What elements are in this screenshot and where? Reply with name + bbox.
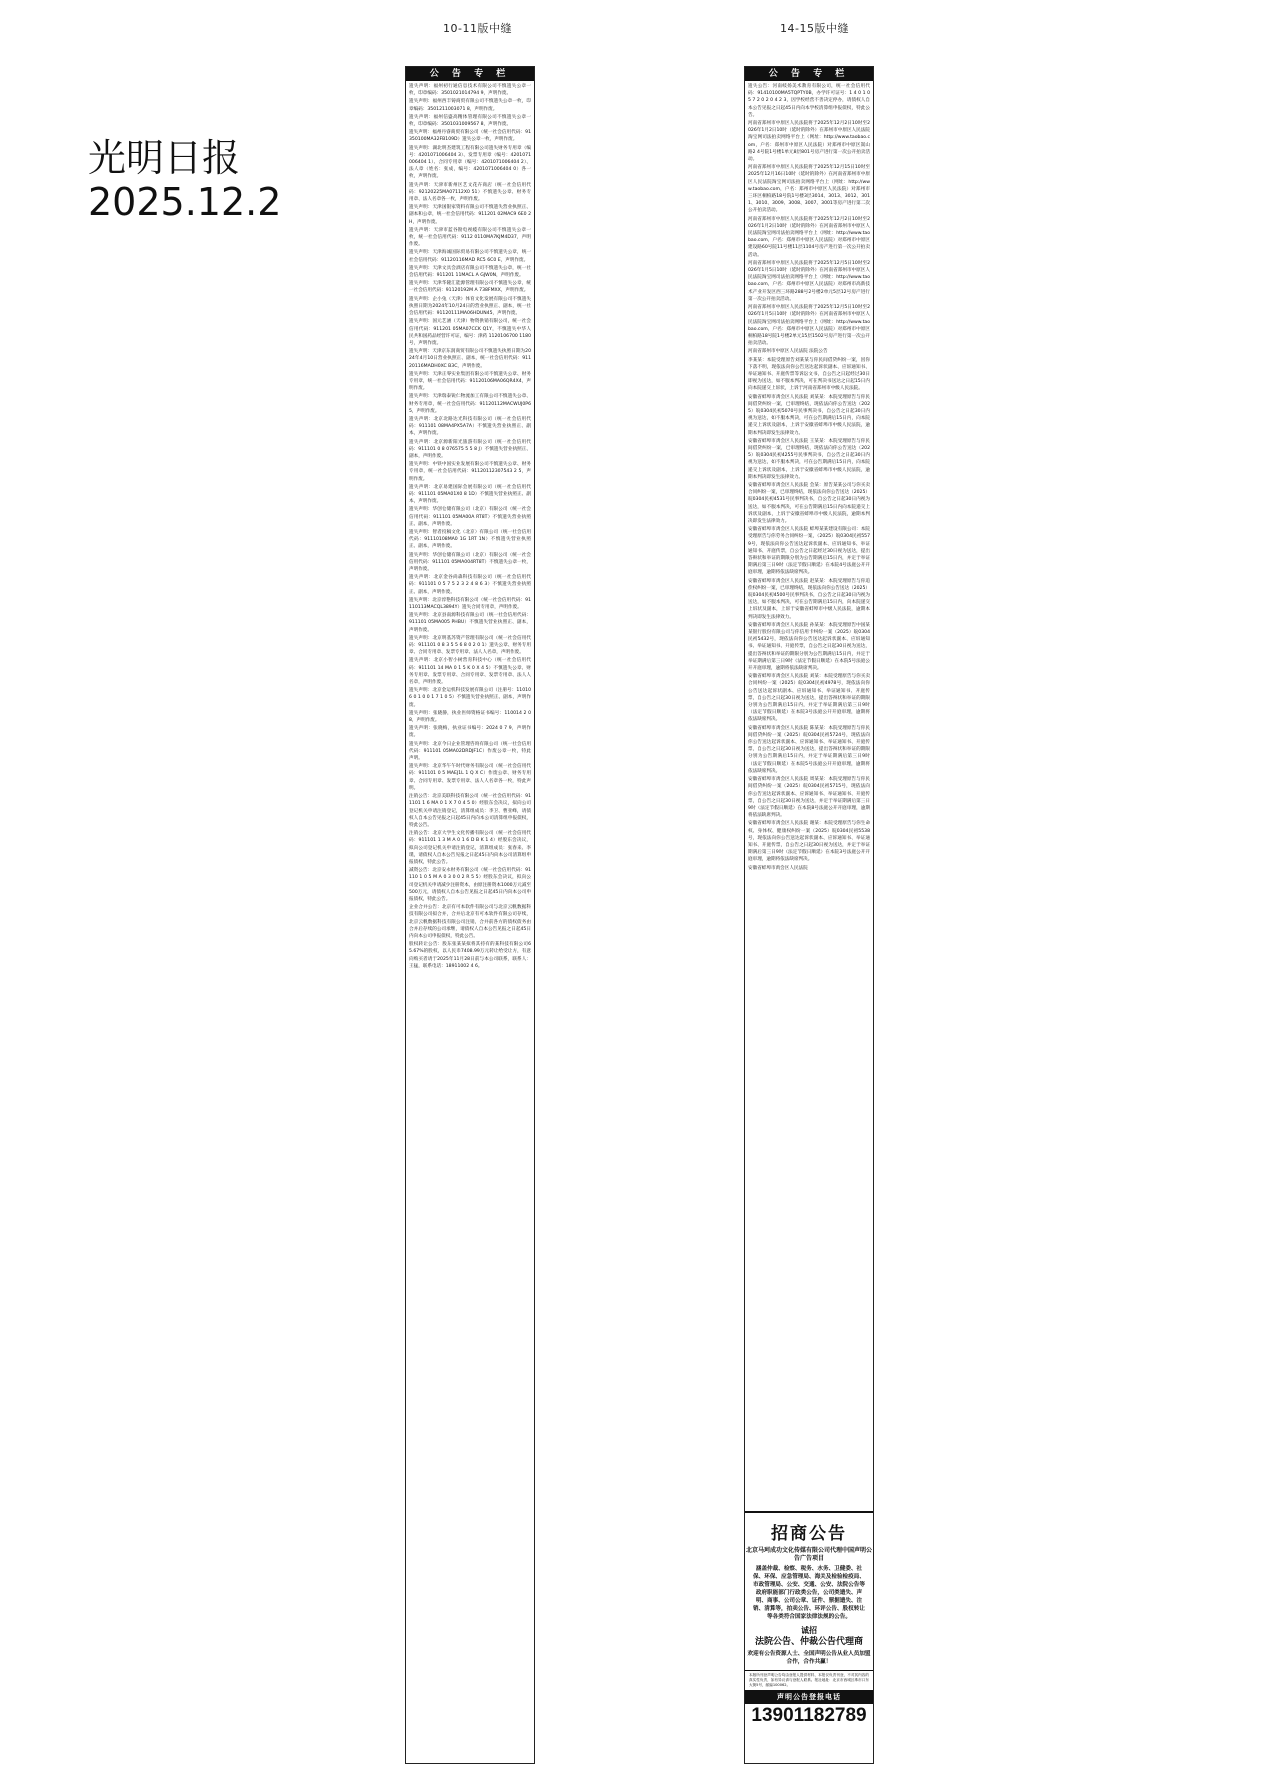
notice-item: 遗失声明：北京易建国际会展有限公司（统一社会信用代码：911101 05MA01X0 8 1D）不慎遗失营业执照正、副本，声明作废。 bbox=[409, 484, 531, 505]
notice-item: 遗失声明：北京淳艳科技有限公司（统一社会信用代码：91110113MACQL3894Y）遗失合同专用章，声明作废。 bbox=[409, 597, 531, 611]
ad-agent-label: 法院公告、仲裁公告代理商 bbox=[754, 1637, 863, 1647]
notice-item: 遗失声明：福州初行通信息技术有限公司不慎遗失公章一枚，印章编码：3501021014794 9，声明作废。 bbox=[409, 84, 531, 97]
notice-item: 遗失声明：北京金谷尚森科技有限公司（统一社会信用代码：911101 0 5 7 5 2 3 2 4 8 6 3）不慎遗失营业执照正、副本，声明作废。 bbox=[409, 575, 531, 595]
notice-item: 遗失声明：华创仓储有限公司（北京）有限公司（统一社会信用代码：911101 05MA004RT8T）不慎遗失公章一枚，声明作废。 bbox=[409, 552, 531, 572]
notice-item: 安徽省蚌埠市禹会区人民法院 周某某：本院受理原告与你民间借贷纠纷一案（2025）皖0304民初5715号，现依法向你公告送达起诉状副本、应诉通知书、举证通知书、开庭传票，自公告之日起30日视为送达，并定于举证期满后第三日9时（法定节假日顺延）在本院8号法庭公开开庭审理，逾期将依法缺席判决。 bbox=[748, 777, 870, 819]
notice-item: 遗失声明：北京源新阳光旅游有限公司（统一社会信用代码：911101 0 8 076575 5 5 8 J）不慎遗失营业执照正、副本，声明作废。 bbox=[409, 439, 531, 459]
notice-item: 安徽省蚌埠市禹会区人民法院 孙某某：本院受理原告中国某某银行股份有限公司与你信用卡纠纷一案（2025）皖0304民初5432号，现依法向你公告送达起诉状副本、应诉通知书、举证通知书、开庭传票，自公告之日起30日视为送达，提出答辩状和举证的期限分别为公告期满后15日内，并定于举证期满后第三日9时（法定节假日顺延）在本院5号法庭公开开庭审理，逾期将依法缺席判决。 bbox=[748, 622, 870, 672]
page-caption-right: 14-15版中缝 bbox=[780, 22, 849, 35]
notice-item: 李某某：本院受理原告刘某某与你民间借贷纠纷一案，因你下落不明，现依法向你公告送达起诉状副本、应诉通知书、举证通知书、开庭传票等诉讼文书，自公告之日起经过30日即视为送达，如不服本判决，可在判决书送达之日起15日内向本院递交上诉状，上诉于河南省郑州市中级人民法院。 bbox=[748, 357, 870, 392]
notice-item: 安徽省蚌埠市禹会区人民法院 刘某某：本院受理原告与你民间借贷纠纷一案，已审理终结，现依法向你公告送达（2025）皖0304民初5070号民事判决书，自公告之日起30日内视为送达，如不服本判决，可在公告期满后15日内，向本院递交上诉状及副本，上诉于安徽省蚌埠市中级人民法院，逾期本判决即发生法律效力。 bbox=[748, 394, 870, 436]
notice-item: 遗失声明：福州信盛高精体管理有限公司不慎遗失公章一枚，印章编码：3501031009567 8，声明作废。 bbox=[409, 114, 531, 128]
notice-item: 遗失声明：华创仓储有限公司（北京）有限公司（统一社会信用代码：911101 05MA00A RT8T）不慎遗失营业执照正、副本，声明作废。 bbox=[409, 507, 531, 527]
notice-item: 遗失声明：湖北明杰建筑工程有限公司遗失财务专用章（编号：4201071006404 3）、发票专用章（编号：4201071006404 1）、合同专用章（编号：4201071006404 2）、法人章（姓名：张成，编号：4201071006404 0）各一枚，声明作废。 bbox=[409, 145, 531, 180]
notice-item: 遗失公告：河南岐扬美术教育有限公司，统一社会信用代码：91410100MA5TQPTY0B，办学许可证号：1 4 0 1 0 5 7 2 0 2 0 4 2 3，因学校经营不善决定停办，请债权人自本公告见报之日起45日内向本学校清算组申报债权，特此公告。 bbox=[748, 84, 870, 118]
notice-column-right bbox=[744, 66, 874, 1764]
column-title: 公 告 专 栏 bbox=[745, 67, 873, 81]
notice-item: 减资公告：北京安永财务有限公司（统一社会信用代码：91110 1 0 5 M A 0 3 0 0 2 R 5 5）经股东会决议，拟向公司登记机关申请减少注册资本，由原注册资本1000万元减至500万元，请债权人自本公告见报之日起45日内向本公司申报债权，特此公告。 bbox=[409, 868, 531, 902]
notice-item: 遗失声明：福州西丰铸商贸有限公司不慎遗失公章一枚，印章编码：3501211003071 8，声明作废。 bbox=[409, 99, 531, 112]
notice-item: 遗失声明：北京今日企业管理咨询有限公司（统一社会信用代码：911101 05MA02DRDJF1C）作废公章一枚，特此声明。 bbox=[409, 741, 531, 762]
notice-item: 遗失声明：中铁中国实业发展有限公司不慎遗失公章、财务专用章，统一社会信用代码：91120112307543 2 5，声明作废。 bbox=[409, 462, 531, 482]
notice-item: 股权转让公告：股东张某某拟将其持有的某科技有限公司65.67%的股权，以人民币7408.99万元转让给受让方，有意向购买者请于2025年11月28日前与本公司联系，联系人：王猛，联系电话：18911002 4 6。 bbox=[409, 942, 531, 969]
notice-item: 安徽省蚌埠市禹会区人民法院 蚌埠某某建设有限公司：本院受理原告与你劳务合同纠纷一案，（2025）皖0304民初5579号，现依法向你公告送达起诉状副本、应诉通知书、举证通知书、开庭传票，自公告之日起经过30日视为送达，提出答辩状和举证的期限分别为公告期满后15日内，并定于举证期满后第三日9时（法定节假日顺延）在本院4号法庭公开开庭审理，逾期将依法缺席判决。 bbox=[748, 527, 870, 576]
newspaper-name: 光明日报 bbox=[88, 136, 241, 180]
notice-item: 河南省郑州市中原区人民法院将于2025年12月5日10时至2026年1月5日10时（延时的除外）在河南省郑州市中原区人民法院淘宝网司法拍卖网络平台上（网址：http://www.taobao.com，户名：郑州市中原区人民法院）对郑州市高新技术产业开发区西三环路288号2号楼2单元5层12号房产进行第一次公开拍卖活动。 bbox=[748, 260, 870, 302]
notice-item: 遗失声明：北京华午午时代财务有限公司（统一社会信用代码：911101 0 5 MAEJ1L 1 Q X C）作废公章、财务专用章、合同专用章、发票专用章、法人人名章各一枚，特此声明。 bbox=[409, 764, 531, 791]
notice-item: 遗失声明：天津京东润商贸有限公司不慎遗失执照日期为2024年4月10日营业执照正、副本，统一社会信用代码：91120116MADH0XC B3C，声明作废。 bbox=[409, 349, 531, 369]
notice-item: 企业合并公告：北京有可本软件有限公司与北京云帆数据科技有限公司拟合并，合并后北京有可本软件有限公司存续，北京云帆数据科技有限公司注销，合并前各方的债权债务由合并后存续的公司承继，请债权人自本公告见报之日起45日内向本公司申报债权，特此公告。 bbox=[409, 905, 531, 939]
notice-item: 河南省郑州市中原区人民法院将于2025年12月2日10时至2026年1月2日10时（延时的除外）在郑州市中原区人民法院淘宝网司法拍卖网络平台上（网址：http://www.taobao.com，户名：郑州市中原区人民法院）对郑州市中原区嵩山路2 4号院1号楼1单元8层801号房产进行第一次公开拍卖活动。 bbox=[748, 121, 870, 163]
notice-item: 遗失声明：天津正零实业集团有限公司不慎遗失公章、财务专用章，统一社会信用代码：91120106MA06QR4X4，声明作废。 bbox=[409, 371, 531, 392]
notice-item: 遗失声明：福州丹睿商贸有限公司（统一社会信用代码：91350100MA32FB109D）遗失公章一枚，声明作废。 bbox=[409, 130, 531, 143]
recruitment-ad bbox=[745, 1511, 873, 1763]
notice-item: 遗失声明：张晓梅，执业证书编号：2024 0 7 9，声明作废。 bbox=[409, 726, 531, 739]
notice-item: 遗失声明：天津市蓝谷勘电视缆有限公司不慎遗失公章一枚，统一社会信用代码：9112 0110MA7KJM4D37，声明作废。 bbox=[409, 227, 531, 248]
notice-item: 遗失声明：张晓静，执业医师资格证书编号：110014 2 0 8，声明作废。 bbox=[409, 710, 531, 724]
notice-item: 河南省郑州市中原区人民法院 法院公告 bbox=[748, 349, 828, 355]
notice-item: 安徽省蚌埠市禹会区人民法院 赵某某：本院受理原告与你追偿权纠纷一案，已审理终结，现依法向你公告送达（2025）皖0304民初4500号民事判决书，自公告之日起30日内视为送达，如不服本判决，可在公告期满后15日内，向本院递交上诉状及副本，上诉于安徽省蚌埠市中级人民法院，逾期本判决即发生法律效力。 bbox=[748, 578, 870, 620]
notice-item: 安徽省蚌埠市禹会区人民法院 bbox=[748, 865, 808, 871]
ad-sponsor: 北京马珂成功文化传媒有限公司代理中国声明公告广告项目 bbox=[745, 1547, 872, 1562]
notice-item: 遗失声明：北京明基苏资产管理有限公司（统一社会信用代码：911101 0 8 3 5 5 6 8 0 2 0 1）遗失公章、财务专用章、合同专用章、发票专用章、法人人名章，声明作废。 bbox=[409, 635, 531, 656]
ad-title: 招商公告 bbox=[771, 1524, 847, 1544]
page-caption-left: 10-11版中缝 bbox=[443, 22, 512, 35]
ad-welcome-text: 欢迎有公告资源人士、全国声明公告从业人员加盟合作，合作共赢！ bbox=[747, 1651, 871, 1665]
notice-item: 安徽省蚌埠市禹会区人民法院 王某某：本院受理原告与你民间借贷纠纷一案，已审理终结，现依法向你公告送达（2025）皖0304民初4255号民事判决书，自公告之日起30日内视为送达，如不服本判决，可在公告期满后15日内，向本院递交上诉状及副本，上诉于安徽省蚌埠市中级人民法院，逾期本判决即发生法律效力。 bbox=[748, 438, 870, 480]
notice-column-left bbox=[405, 66, 535, 1764]
notice-item: 遗失声明：国元艺涵（天津）物资供销有限公司，统一社会信用代码：911201 05MA07CCK Q1Y，不慎遗失中华人民共和国药品经营许可证，编号：津药 1120106700 1180 号，声明作废。 bbox=[409, 319, 531, 346]
phone-label: 声明公告登报电话 bbox=[745, 1690, 873, 1704]
notice-item: 遗失声明：天津文具会酒店有限公司不慎遗失公章，统一社会信用代码：911201 11MACL A GJW0N，声明作废。 bbox=[409, 265, 531, 279]
phone-number[interactable]: 13901182789 bbox=[751, 1705, 867, 1726]
notice-item: 遗失声明：北京小智小树营育科技中心（统一社会信用代码：911101 14 MA 0 1 5 K 0 X 4 5）不慎遗失公章、财务专用章、发票专用章、合同专用章、发票专用章、法人人名章，声明作废。 bbox=[409, 658, 531, 686]
notice-item: 遗失声明：北京金运机科技发展有限公司（注册号：110106 0 1 0 0 1 7 1 0 5）不慎遗失营业执照正、副本，声明作废。 bbox=[409, 688, 531, 708]
notice-item: 安徽省蚌埠市禹会区人民法院 谢某：本院受理原告与你生命权、身体权、健康权纠纷一案（2025）皖0304民初5538号，现依法向你公告送达起诉状副本、应诉通知书、举证通知书、开庭传票，自公告之日起30日视为送达，并定于举证期满后第三日9时（法定节假日顺延）在本院3号法庭公开开庭审理，逾期将依法缺席判决。 bbox=[748, 821, 870, 863]
masthead bbox=[88, 136, 281, 224]
notice-list-left bbox=[406, 81, 534, 970]
notice-item: 河南省郑州市中原区人民法院将于2025年12月15日10时至2025年12月16日10时（延时的除外）在河南省郑州市中原区人民法院淘宝网司法拍卖网络平台上（网址：http://www.taobao.com，户名：郑州市中原区人民法院）对郑州市三环区桐柏路18号院1号楼3层3014、3013、3012、3011、3010、3009、3008、3007、3001等房产进行第二次公开拍卖活动。 bbox=[748, 165, 870, 214]
notice-item: 遗失声明：智者投稿文化（北京）有限公司（统一社会信用代码：91110108MA0 1G 1RT 1N）不慎遗失营业执照正、副本，声明作废。 bbox=[409, 529, 531, 550]
notice-item: 遗失声明：企小兔（天津）体育文化发展有限公司不慎遗失执照日期为2024年10月24日的营业执照正、副本，统一社会信用代码：91120111MA06HDUN45，声明作废。 bbox=[409, 296, 531, 317]
notice-item: 安徽省蚌埠市禹会区人民法院 刘某：本院受理原告与你买卖合同纠纷一案（2025）皖0304民初4978号，现依法向你公告送达起诉状副本、应诉通知书、举证通知书、开庭传票，自公告之日起30日视为送达，提出答辩状和举证的期限分别为公告期满后15日内，并定于举证期满后第三日9时（法定节假日顺延）在本院3号法庭公开开庭审理，逾期将依法缺席判决。 bbox=[748, 674, 870, 723]
notice-item: 遗失声明：天津国银家资料有限公司不慎遗失营业执照正、副本和公章，统一社会信用代码：911201 02MAC9 6E0 2 H，声明作废。 bbox=[409, 205, 531, 225]
notice-item: 河南省郑州市中原区人民法院将于2025年12月5日10时至2026年1月5日10时（延时的除外）在河南省郑州市中原区人民法院淘宝网司法拍卖网络平台上（网址：http://www.taobao.com，户名：郑州市中原区人民法院）对郑州市中原区桐柏路18号院1号楼2单元15层1502号房产进行第一次公开拍卖活动。 bbox=[748, 305, 870, 347]
notice-item: 安徽省蚌埠市禹会区人民法院 会某：原告某某公司与你买卖合同纠纷一案，已审理终结，现依法向你公告送达（2025）皖0304民初4531号民事判决书，自公告之日起30日内视为送达，如不服本判决，可在公告期满后15日内向本院递交上诉状及副本，上诉于安徽省蚌埠市中级人民法院，逾期本判决即发生法律效力。 bbox=[748, 482, 870, 524]
notice-item: 遗失声明：北京县南源科技有限公司（统一社会信用代码：911101 05MA005 PHBU）不慎遗失营业执照正、副本，声明作废。 bbox=[409, 613, 531, 633]
ad-disclaimer: 本版所刊登声明公告均由登报人提供材料，本报仅负责刊登，不对其内容的真实性负责，如有异议请与登报人联系。报社地址：北京市西城区珠市口东大街5号，邮编100062。 bbox=[745, 1670, 873, 1690]
notice-item: 河南省郑州市中原区人民法院将于2025年12月2日10时至2026年1月2日10时（延时的除外）在河南省郑州市中原区人民法院淘宝网司法拍卖网络平台上（网址：http://www.taobao.com，户名：郑州市中原区人民法院）对郑州市中原区建设路60号院11号楼11层1104号房产进行第一次公开拍卖活动。 bbox=[748, 216, 870, 258]
notice-item: 注销公告：北京美联科技有限公司（统一社会信用代码：911101 1 6 MA 0 1 X 7 0 4 5 0）经股东会决议，拟向公司登记机关申请注销登记，清算组成员：李卫、曹亚峰，请债权人自本公告见报之日起45日内向本公司清算组申报债权，特此公告。 bbox=[409, 794, 531, 828]
ad-scope-text: 涵盖仲裁、检察、税务、水务、卫健委、社保、环保、应急管理局、海关及检验检疫局、市政管理局、公安、交通、公安、法院公告等政府职能部门行政类公告，公司类遗失、声明、商事、公司公章、证件、票据遗失、注销、清算等，拍卖公告、环评公告、股权转让等各类符合国家法律法规的公告。 bbox=[753, 1566, 865, 1620]
notice-item: 遗失声明：天津海诚国际贸易有限公司不慎遗失公章，统一社会信用代码：91120116MAD RC5 6C0 E，声明作废。 bbox=[409, 250, 531, 263]
column-title: 公 告 专 栏 bbox=[406, 67, 534, 81]
notice-item: 遗失声明：北京北路达光科技有限公司（统一社会信用代码：911101 08MA4PX5A7A）不慎遗失营业执照正、副本，声明作废。 bbox=[409, 416, 531, 437]
notice-list-right bbox=[745, 81, 873, 872]
notice-item: 遗失声明：天津华隆汇能源管理有限公司不慎遗失公章，统一社会信用代码：91120192M A 738FMXX，声明作废。 bbox=[409, 281, 531, 294]
ad-recruit-label: 诚招 bbox=[801, 1626, 817, 1635]
notice-item: 遗失声明：天津市新州区艺文花卉商店（统一社会信用代码：92120225MA07112X0 51）不慎遗失公章、财务专用章、法人名章各一枚，声明作废。 bbox=[409, 182, 531, 203]
notice-item: 安徽省蚌埠市禹会区人民法院 陈某某：本院受理原告与你民间借贷纠纷一案（2025）皖0304民初5724号，现依法向你公告送达起诉状副本、应诉通知书、举证通知书、开庭传票，自公告之日起30日视为送达，提出答辩状和举证的期限分别为公告期满后15日内，并定于举证期满后第三日9时（法定节假日顺延）在本院5号法庭公开开庭审理，逾期将依法缺席判决。 bbox=[748, 725, 870, 774]
issue-date: 2025.12.2 bbox=[88, 180, 282, 224]
notice-item: 注销公告：北京大学生文化传播有限公司（统一社会信用代码：911101 1 3 M A 0 1 6 D B K 1 4）经股东会决议，拟向公司登记机关申请注销登记，清算组成员：张春来、李璞，请债权人自本公告见报之日起45日内向本公司清算组申报债权，特此公告。 bbox=[409, 831, 531, 865]
notice-item: 遗失声明：天津瑞泰锐仁物流加工有限公司不慎遗失公章、财务专用章，统一社会信用代码：91120112MACWUJ0P65，声明作废。 bbox=[409, 394, 531, 414]
